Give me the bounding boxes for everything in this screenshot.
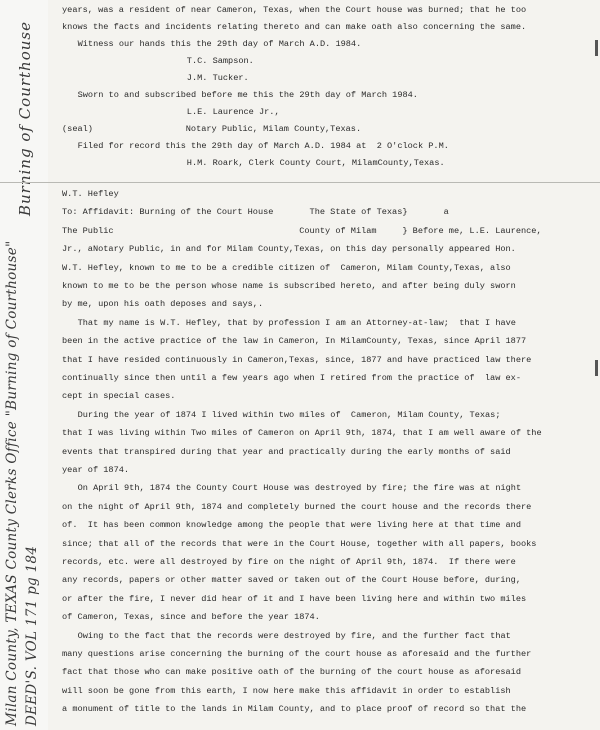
top-section-line: Sworn to and subscribed before me this the 29th day of March 1984.	[77, 90, 418, 100]
affidavit-line: On April 9th, 1874 the County Court House was destroyed by fire; the fire was at night	[77, 483, 522, 494]
affidavit-text	[62, 190, 580, 726]
affidavit-line: that I have resided continuously in Cameron,Texas, since, 1877 and have practiced law there	[62, 354, 532, 365]
top-section-line: T.C. Sampson.	[186, 56, 254, 66]
affidavit-line: a monument of title to the lands in Milam County, and to place proof of record so that the	[62, 704, 527, 715]
affidavit-line: The Public County of Milam } Before me, L.E. Laurence,	[62, 225, 542, 236]
affidavit-line: events that transpired during that year and practically during the early months of said	[62, 446, 511, 457]
affidavit-line: W.T. Hefley	[62, 190, 119, 199]
affidavit-line: continually since then until a few years ago when I retired from the practice of law ex-	[62, 373, 521, 383]
affidavit-line: records, etc. were all destroyed by fire on the night of April 9th, 1874. If there were	[62, 557, 516, 567]
affidavit-line: any records, papers or other matter saved or taken out of the Court House before, during,	[62, 575, 521, 586]
affidavit-line: Jr., aNotary Public, in and for Milam County,Texas, on this day personally appeared Hon.	[62, 244, 516, 255]
affidavit-line: since; that all of the records that were in the Court House, together with all papers, books	[62, 538, 537, 549]
affidavit-line: cept in special cases.	[62, 391, 176, 402]
affidavit-line: W.T. Hefley, known to me to be a credible citizen of Cameron, Milam County,Texas, also	[62, 262, 511, 273]
affidavit-line: of. It has been common knowledge among the people that were living here at that time and	[62, 520, 521, 531]
affidavit-line: that I was living within Two miles of Cameron on April 9th, 1874, that I am well aware of the	[62, 428, 542, 439]
top-section-line: J.M. Tucker.	[186, 73, 249, 83]
top-section-line: knows the facts and incidents relating thereto and can make oath also concerning the same.	[62, 22, 527, 32]
edge-mark	[595, 40, 598, 56]
edge-mark	[595, 360, 598, 376]
section-divider	[0, 182, 600, 183]
margin-note-county-clerk: Milan County, TEXAS County Clerks Office "Burning of Courthouse"	[4, 240, 20, 726]
top-section-line: years, was a resident of near Cameron, Texas, when the Court house was burned; that he too	[62, 6, 527, 15]
top-section-line: L.E. Laurence Jr.,	[186, 107, 280, 117]
affidavit-line: fact that those who can make positive oath of the burning of the court house as aforesaid	[62, 667, 521, 678]
margin-note-deed-volume: DEED'S. VOL 171 pg 184	[24, 545, 40, 726]
top-section-line: (seal) Notary Public, Milam County,Texas.	[62, 124, 362, 134]
affidavit-line: known to me to be the person whose name is subscribed hereto, and after being duly sworn	[62, 281, 516, 291]
affidavit-line: many questions arise concerning the burning of the court house as aforesaid and the further	[62, 649, 532, 659]
affidavit-line: been in the active practice of the law in Cameron, In MilamCounty, Texas, since April 1877	[62, 336, 527, 347]
affidavit-line: will soon be gone from this earth, I now here make this affidavit in order to establish	[62, 685, 511, 696]
top-section-line: Filed for record this the 29th day of March A.D. 1984 at 2 O'clock P.M.	[77, 141, 449, 151]
affidavit-line: During the year of 1874 I lived within two miles of Cameron, Milam County, Texas;	[77, 409, 501, 420]
affidavit-line: That my name is W.T. Hefley, that by profession I am an Attorney-at-law; that I have	[77, 317, 516, 328]
affidavit-line: by me, upon his oath deposes and says,.	[62, 299, 264, 310]
affidavit-line: To: Affidavit: Burning of the Court House The State of Texas} a	[62, 207, 449, 218]
affidavit-line: on the night of April 9th, 1874 and completely burned the court house and the records there	[62, 501, 532, 512]
top-section-text	[62, 6, 580, 180]
affidavit-line: year of 1874.	[62, 465, 130, 475]
margin-note-top: Burning of Courthouse	[16, 21, 34, 216]
affidavit-line: Owing to the fact that the records were destroyed by fire, and the further fact that	[77, 630, 511, 641]
top-section-line: Witness our hands this the 29th day of March A.D. 1984.	[77, 39, 362, 49]
affidavit-line: of Cameron, Texas, since and before the year 1874.	[62, 612, 320, 623]
affidavit-line: or after the fire, I never did hear of it and I have been living here and within two miles	[62, 593, 527, 604]
top-section-line: H.M. Roark, Clerk County Court, MilamCounty,Texas.	[186, 158, 445, 168]
